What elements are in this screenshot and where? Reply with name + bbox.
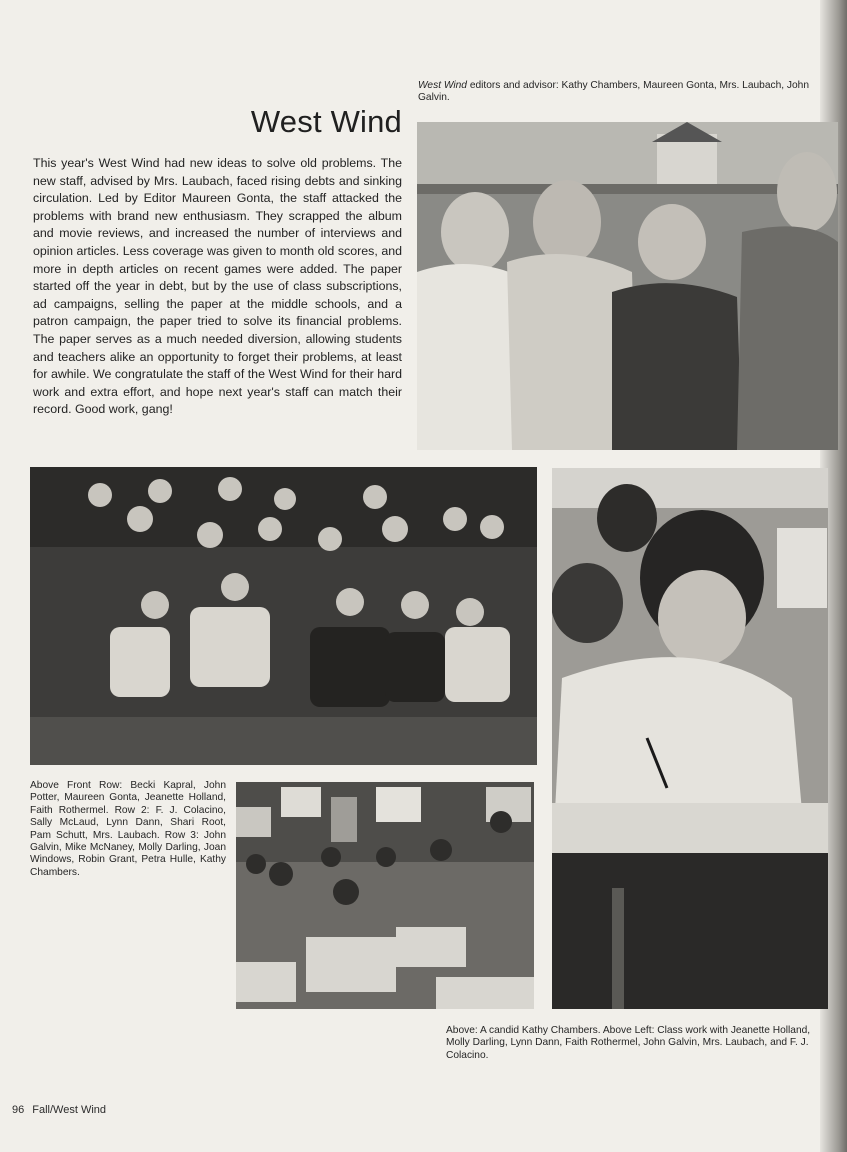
page-number: 96 xyxy=(12,1104,25,1116)
section-name: Fall/West Wind xyxy=(32,1104,107,1116)
staff-group-photo xyxy=(30,467,537,765)
page-title: West Wind xyxy=(250,104,402,139)
staff-photo-caption: Above Front Row: Becki Kapral, John Potter, Maureen Gonta, Jeanette Holland, Faith Rothermel. Row 2: F. J. Colacino, Sally McLaud, Lynn Dann, Shari Root, Pam Schutt, Mrs. Laubach. Row 3: John Galvin, Mike McNaney, Molly Darling, Joan Windows, Robin Grant, Petra Hulle, Kathy Chambers. xyxy=(30,780,226,878)
candid-photo xyxy=(552,468,828,1009)
editors-photo-caption xyxy=(418,80,838,105)
caption-text: editors and advisor: Kathy Chambers, Maureen Gonta, Mrs. Laubach, John Galvin. xyxy=(418,80,810,104)
page-footer xyxy=(12,1104,106,1116)
candid-photo-caption: Above: A candid Kathy Chambers. Above Left: Class work with Jeanette Holland, Molly Darling, Lynn Dann, Faith Rothermel, John Galvin, Mrs. Laubach, and F. J. Colacino. xyxy=(446,1025,811,1061)
editors-photo xyxy=(417,122,838,450)
caption-italic-title: West Wind xyxy=(418,80,467,91)
classroom-photo xyxy=(236,782,534,1009)
article-body: This year's West Wind had new ideas to solve old problems. The new staff, advised by Mrs. Laubach, faced rising debts and sinking circulation. Led by Editor Maureen Gonta, the staff attacked the problems with brand new enthusiasm. They scrapped the album and movie reviews, and increased the number of interviews and opinion articles. Less coverage was given to month old scores, and more in depth articles on recent games were added. The paper started off the year in debt, but by the use of class subscriptions, ad campaigns, selling the paper at the middle schools, and a patron campaign, the paper tried to solve its financial problems. The paper serves as a much needed diversion, allowing students and teachers alike an opportunity to forget their problems, at least for awhile. We congratulate the staff of the West Wind for their hard work and extra effort, and hope next year's staff can match their record. Good work, gang! xyxy=(33,156,402,417)
